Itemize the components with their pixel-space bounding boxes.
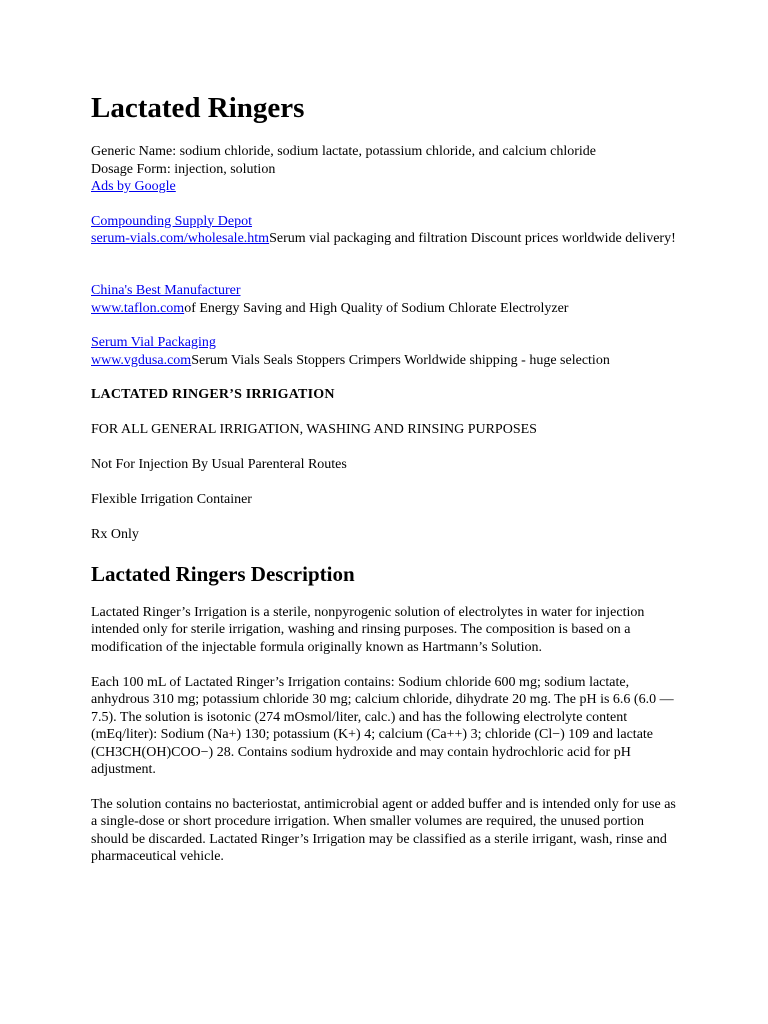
ad-url-link[interactable]: www.taflon.com bbox=[91, 300, 185, 316]
ad-url-link[interactable]: www.vgdusa.com bbox=[91, 352, 192, 368]
ad-title-link[interactable]: China's Best Manufacturer bbox=[91, 283, 241, 298]
container-note: Flexible Irrigation Container bbox=[91, 491, 252, 507]
ad-body bbox=[91, 352, 610, 369]
rx-only-note: Rx Only bbox=[91, 526, 139, 542]
generic-name: Generic Name: sodium chloride, sodium lactate, potassium chloride, and calcium chloride bbox=[91, 144, 597, 159]
usage-paragraph: The solution contains no bacteriostat, antimicrobial agent or added buffer and is intended only for use as a single-dose or short procedure irrigation. When smaller volumes are required, the unused portion should be discarded. Lactated Ringer’s Irrigation may be classified as a sterile irrigant, wash, rinse and pharmaceutical vehicle. bbox=[91, 797, 676, 865]
description-paragraph: Lactated Ringer’s Irrigation is a sterile, nonpyrogenic solution of electrolytes in water for injection intended only for sterile irrigation, washing and rinsing purposes. The composition is based on a modification of the injectable formula originally known as Hartmann’s Solution. bbox=[91, 605, 645, 655]
purpose-statement: FOR ALL GENERAL IRRIGATION, WASHING AND RINSING PURPOSES bbox=[91, 422, 537, 437]
irrigation-heading: LACTATED RINGER’S IRRIGATION bbox=[91, 387, 335, 402]
ad-url-link[interactable]: serum-vials.com/wholesale.htm bbox=[91, 231, 270, 246]
ad-body bbox=[91, 230, 681, 247]
ad-title-link[interactable]: Compounding Supply Depot bbox=[91, 213, 253, 229]
ads-by-google-link[interactable]: Ads by Google bbox=[91, 179, 176, 194]
ad-body bbox=[91, 300, 568, 317]
composition-paragraph: Each 100 mL of Lactated Ringer’s Irrigation contains: Sodium chloride 600 mg; sodium lactate, anhydrous 310 mg; potassium chloride 30 mg; calcium chloride, dihydrate 20 mg. The pH is 6.6 (6.0 — 7.5). The solution is isotonic (274 mOsmol/liter, calc.) and has the following electrolyte content (mEq/liter): Sodium (Na+) 130; potassium (K+) 4; calcium (Ca++) 3; chloride (Cl−) 109 and lactate (CH3CH(OH)COO−) 28. Contains sodium hydroxide and may contain hydrochloric acid for pH adjustment. bbox=[91, 675, 674, 778]
ad-title-link[interactable]: Serum Vial Packaging bbox=[91, 335, 216, 350]
description-heading: Lactated Ringers Description bbox=[91, 562, 355, 586]
ad-text: Serum Vials Seals Stoppers Crimpers Worldwide shipping - huge selection bbox=[191, 352, 610, 368]
page-title: Lactated Ringers bbox=[91, 92, 305, 124]
ad-text: of Energy Saving and High Quality of Sodium Chlorate Electrolyzer bbox=[184, 300, 569, 316]
ad-text: Serum vial packaging and filtration Discount prices worldwide delivery! bbox=[269, 231, 676, 246]
dosage-form: Dosage Form: injection, solution bbox=[91, 161, 276, 177]
not-for-injection-note: Not For Injection By Usual Parenteral Routes bbox=[91, 457, 347, 472]
